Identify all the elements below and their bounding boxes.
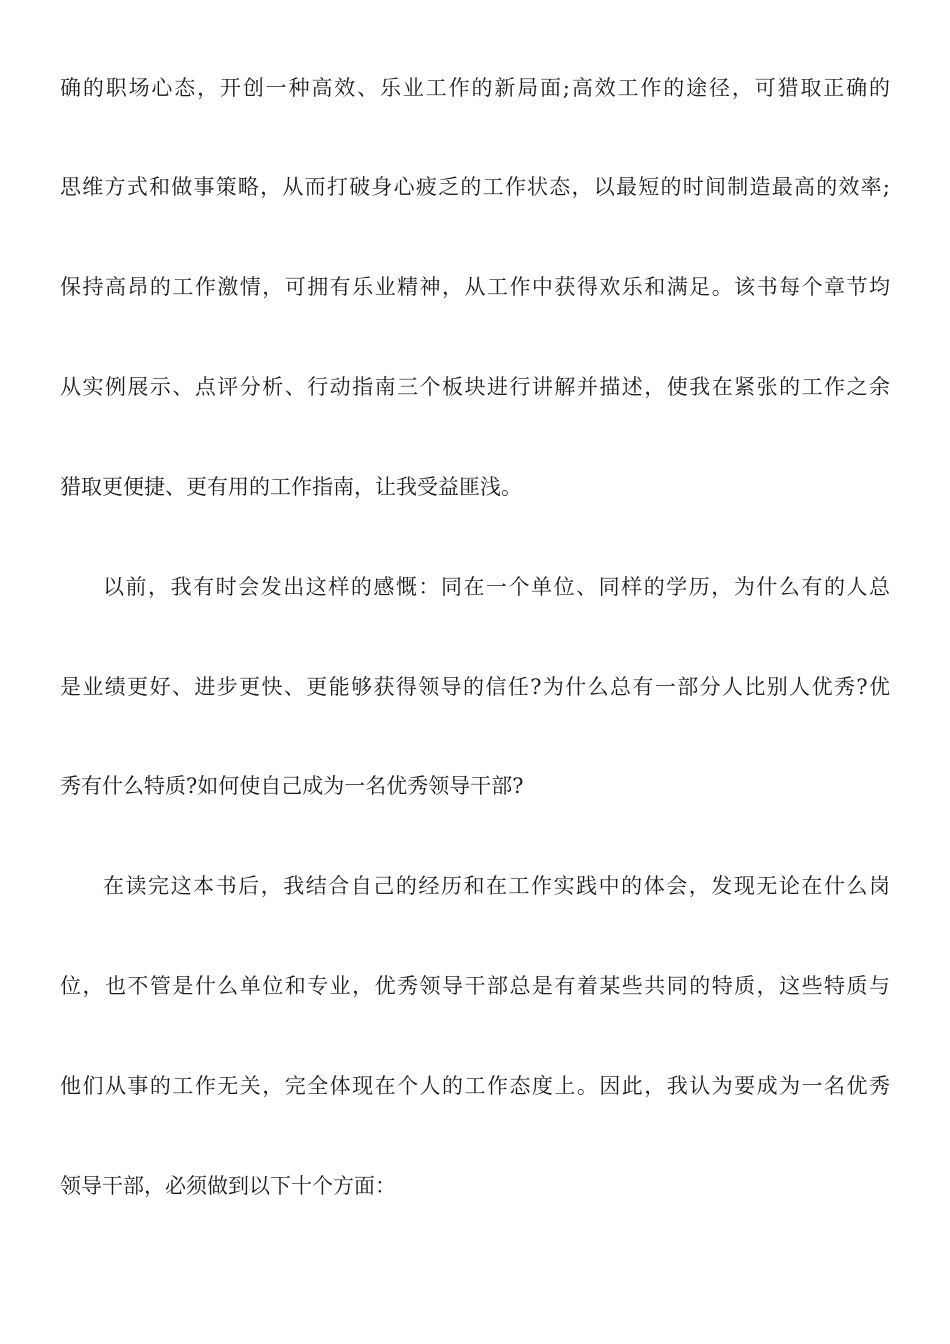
paragraph-1-line-5: 猎取更便捷、更有用的工作指南，让我受益匪浅。 [60,475,522,499]
paragraph-1-line-1: 确的职场心态，开创一种高效、乐业工作的新局面;高效工作的途径，可猎取正确的 [60,76,890,100]
paragraph-3-line-4: 领导干部，必须做到以下十个方面： [60,1174,396,1198]
paragraph-2-line-1: 以前，我有时会发出这样的感慨：同在一个单位、同样的学历，为什么有的人总 [103,575,890,599]
paragraph-1-line-4: 从实例展示、点评分析、行动指南三个板块进行讲解并描述，使我在紧张的工作之余 [60,375,890,399]
paragraph-3-line-3: 他们从事的工作无关，完全体现在个人的工作态度上。因此，我认为要成为一名优秀 [60,1074,890,1098]
paragraph-2-line-2: 是业绩更好、进步更快、更能够获得领导的信任?为什么总有一部分人比别人优秀?优 [60,675,890,699]
paragraph-1-line-3: 保持高昂的工作激情，可拥有乐业精神，从工作中获得欢乐和满足。该书每个章节均 [60,275,890,299]
paragraph-1-line-2: 思维方式和做事策略，从而打破身心疲乏的工作状态，以最短的时间制造最高的效率; [60,175,890,199]
paragraph-3-line-1: 在读完这本书后，我结合自己的经历和在工作实践中的体会，发现无论在什么岗 [103,874,890,898]
paragraph-3-line-2: 位，也不管是什么单位和专业，优秀领导干部总是有着某些共同的特质，这些特质与 [60,974,890,998]
paragraph-2-line-3: 秀有什么特质?如何使自己成为一名优秀领导干部? [60,774,524,798]
